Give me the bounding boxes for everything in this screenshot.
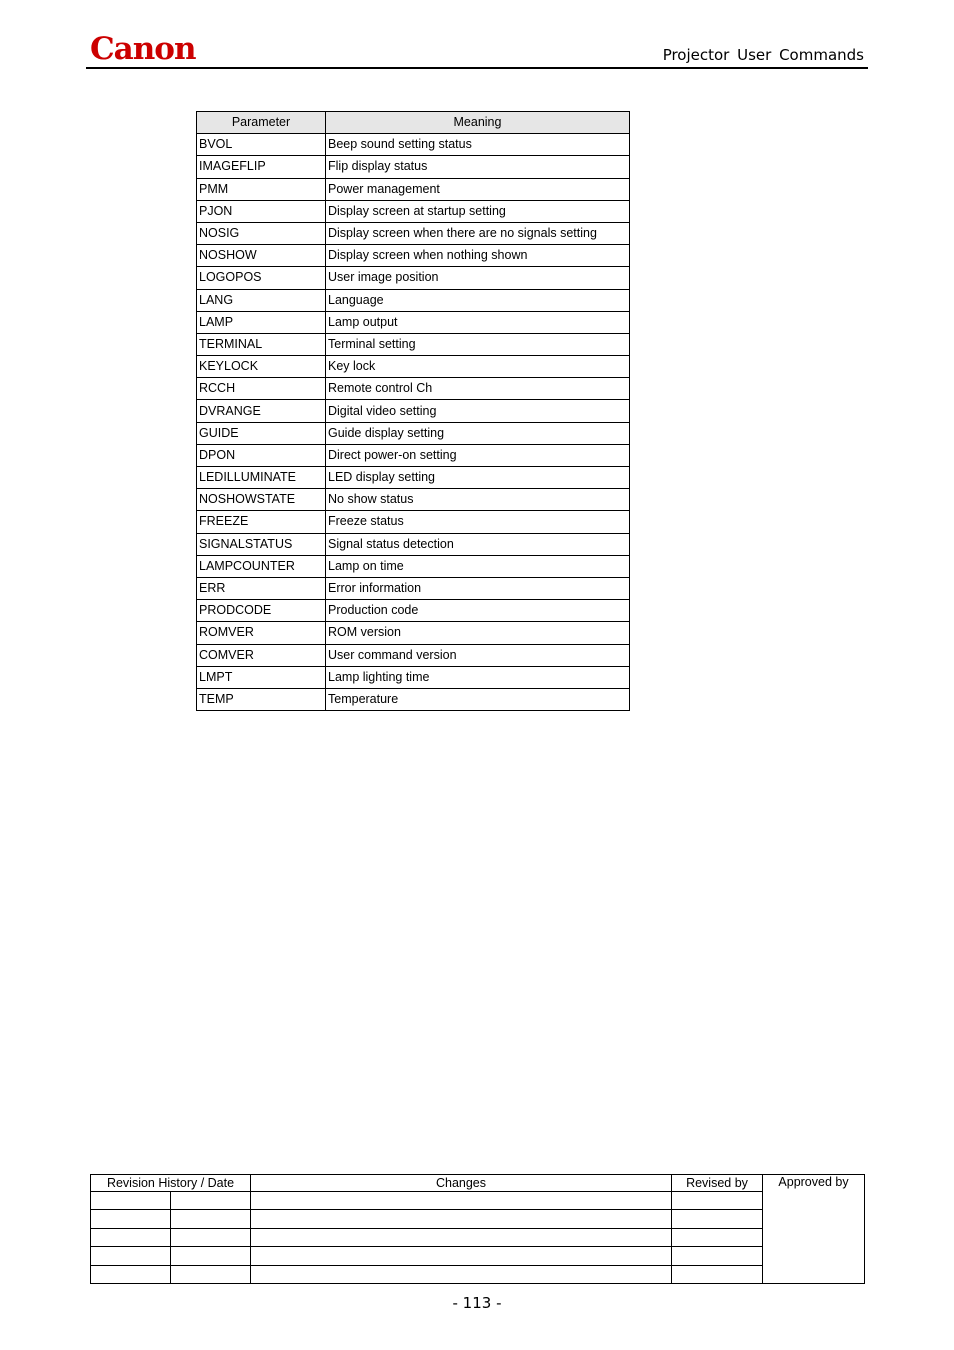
- parameter-row: [197, 333, 630, 355]
- revision-date-cell: [171, 1192, 251, 1210]
- parameter-row: [197, 156, 630, 178]
- parameter-row: [197, 533, 630, 555]
- revision-history-cell: [91, 1247, 171, 1265]
- parameter-row: [197, 600, 630, 622]
- parameter-row: [197, 489, 630, 511]
- parameter-name-cell: GUIDE: [197, 422, 326, 444]
- revision-row: [91, 1247, 865, 1265]
- parameter-name-cell: FREEZE: [197, 511, 326, 533]
- parameter-name-cell: ERR: [197, 577, 326, 599]
- parameter-table: [196, 111, 630, 711]
- revision-header-row: [91, 1175, 865, 1192]
- parameter-row: [197, 378, 630, 400]
- parameter-name-cell: TERMINAL: [197, 333, 326, 355]
- parameter-column-header: Parameter: [197, 112, 326, 134]
- parameter-meaning-cell: Lamp output: [326, 311, 630, 333]
- changes-header: Changes: [251, 1175, 672, 1192]
- parameter-meaning-cell: Terminal setting: [326, 333, 630, 355]
- parameter-name-cell: KEYLOCK: [197, 356, 326, 378]
- parameter-row: [197, 134, 630, 156]
- parameter-meaning-cell: Beep sound setting status: [326, 134, 630, 156]
- parameter-name-cell: LOGOPOS: [197, 267, 326, 289]
- parameter-name-cell: PRODCODE: [197, 600, 326, 622]
- parameter-row: [197, 511, 630, 533]
- revision-history-cell: [91, 1192, 171, 1210]
- parameter-meaning-cell: Lamp on time: [326, 555, 630, 577]
- parameter-table-header: [197, 112, 630, 134]
- parameter-name-cell: BVOL: [197, 134, 326, 156]
- parameter-meaning-cell: Remote control Ch: [326, 378, 630, 400]
- revision-changes-cell: [251, 1210, 672, 1228]
- parameter-row: [197, 422, 630, 444]
- parameter-meaning-cell: Guide display setting: [326, 422, 630, 444]
- parameter-meaning-cell: Power management: [326, 178, 630, 200]
- parameter-meaning-cell: Temperature: [326, 688, 630, 710]
- parameter-name-cell: LANG: [197, 289, 326, 311]
- revision-date-cell: [171, 1210, 251, 1228]
- revision-revised-by-cell: [672, 1265, 763, 1283]
- parameter-meaning-cell: Lamp lighting time: [326, 666, 630, 688]
- parameter-meaning-cell: Error information: [326, 577, 630, 599]
- parameter-meaning-cell: LED display setting: [326, 467, 630, 489]
- parameter-meaning-cell: Display screen when nothing shown: [326, 245, 630, 267]
- revision-history-cell: [91, 1228, 171, 1246]
- revision-changes-cell: [251, 1247, 672, 1265]
- parameter-meaning-cell: Flip display status: [326, 156, 630, 178]
- parameter-meaning-cell: User image position: [326, 267, 630, 289]
- parameter-meaning-cell: ROM version: [326, 622, 630, 644]
- parameter-name-cell: IMAGEFLIP: [197, 156, 326, 178]
- revision-row: [91, 1210, 865, 1228]
- approved-by-header: Approved by: [763, 1175, 865, 1284]
- parameter-meaning-cell: User command version: [326, 644, 630, 666]
- parameter-row: [197, 400, 630, 422]
- parameter-meaning-cell: No show status: [326, 489, 630, 511]
- parameter-row: [197, 555, 630, 577]
- revision-history-header: Revision History / Date: [91, 1175, 251, 1192]
- parameter-row: [197, 467, 630, 489]
- parameter-row: [197, 666, 630, 688]
- parameter-name-cell: TEMP: [197, 688, 326, 710]
- revision-revised-by-cell: [672, 1228, 763, 1246]
- parameter-meaning-cell: Production code: [326, 600, 630, 622]
- parameter-name-cell: RCCH: [197, 378, 326, 400]
- revision-changes-cell: [251, 1192, 672, 1210]
- document-title: Projector User Commands: [662, 46, 864, 64]
- parameter-name-cell: NOSHOWSTATE: [197, 489, 326, 511]
- revision-row: [91, 1192, 865, 1210]
- parameter-name-cell: NOSIG: [197, 222, 326, 244]
- parameter-row: [197, 178, 630, 200]
- parameter-name-cell: DPON: [197, 444, 326, 466]
- parameter-meaning-cell: Display screen at startup setting: [326, 200, 630, 222]
- parameter-name-cell: LAMPCOUNTER: [197, 555, 326, 577]
- revision-changes-cell: [251, 1265, 672, 1283]
- parameter-meaning-cell: Signal status detection: [326, 533, 630, 555]
- revision-row: [91, 1265, 865, 1283]
- parameter-name-cell: DVRANGE: [197, 400, 326, 422]
- parameter-meaning-cell: Key lock: [326, 356, 630, 378]
- revision-date-cell: [171, 1228, 251, 1246]
- revision-table: [90, 1174, 865, 1284]
- parameter-meaning-cell: Digital video setting: [326, 400, 630, 422]
- parameter-name-cell: NOSHOW: [197, 245, 326, 267]
- parameter-row: [197, 622, 630, 644]
- parameter-name-cell: SIGNALSTATUS: [197, 533, 326, 555]
- parameter-name-cell: PJON: [197, 200, 326, 222]
- canon-logo: Canon: [90, 31, 196, 67]
- revision-revised-by-cell: [672, 1192, 763, 1210]
- parameter-meaning-cell: Direct power-on setting: [326, 444, 630, 466]
- parameter-row: [197, 311, 630, 333]
- parameter-row: [197, 245, 630, 267]
- parameter-meaning-cell: Language: [326, 289, 630, 311]
- parameter-row: [197, 289, 630, 311]
- parameter-name-cell: COMVER: [197, 644, 326, 666]
- parameter-row: [197, 356, 630, 378]
- parameter-table-body: [197, 134, 630, 711]
- parameter-row: [197, 200, 630, 222]
- revision-changes-cell: [251, 1228, 672, 1246]
- revision-history-cell: [91, 1265, 171, 1283]
- revision-revised-by-cell: [672, 1210, 763, 1228]
- parameter-name-cell: PMM: [197, 178, 326, 200]
- page-number: - 113 -: [452, 1294, 502, 1312]
- parameter-row: [197, 222, 630, 244]
- parameter-name-cell: ROMVER: [197, 622, 326, 644]
- meaning-column-header: Meaning: [326, 112, 630, 134]
- header-rule: [86, 67, 868, 69]
- revision-date-cell: [171, 1265, 251, 1283]
- revised-by-header: Revised by: [672, 1175, 763, 1192]
- parameter-row: [197, 267, 630, 289]
- parameter-name-cell: LAMP: [197, 311, 326, 333]
- parameter-row: [197, 688, 630, 710]
- parameter-meaning-cell: Freeze status: [326, 511, 630, 533]
- parameter-row: [197, 444, 630, 466]
- revision-history-cell: [91, 1210, 171, 1228]
- revision-row: [91, 1228, 865, 1246]
- parameter-row: [197, 577, 630, 599]
- parameter-name-cell: LMPT: [197, 666, 326, 688]
- parameter-row: [197, 644, 630, 666]
- revision-revised-by-cell: [672, 1247, 763, 1265]
- parameter-name-cell: LEDILLUMINATE: [197, 467, 326, 489]
- parameter-meaning-cell: Display screen when there are no signals setting: [326, 222, 630, 244]
- revision-date-cell: [171, 1247, 251, 1265]
